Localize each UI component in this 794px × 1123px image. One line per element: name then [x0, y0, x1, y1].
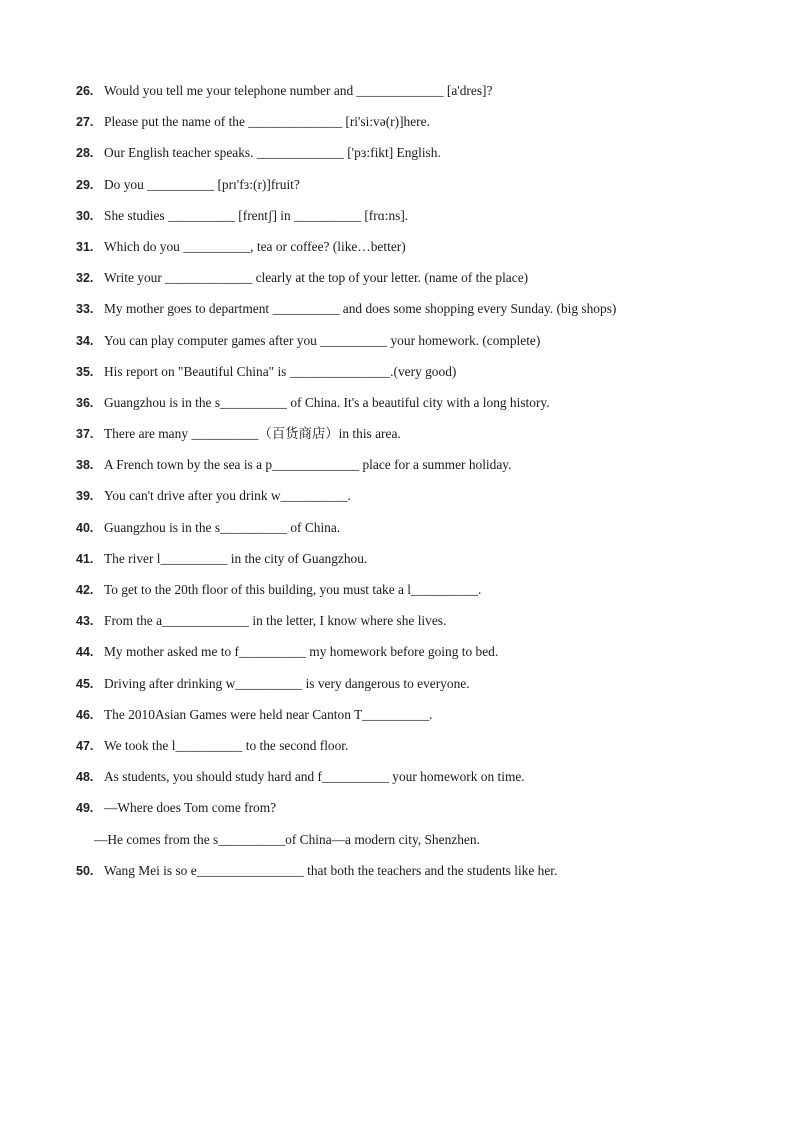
question-number: 41.: [76, 551, 94, 566]
question-30: [76, 205, 766, 236]
question-31: [76, 236, 766, 267]
question-text: My mother goes to department __________ and does some shopping every Sunday. (big shops): [104, 301, 617, 317]
question-number: 50.: [76, 863, 94, 878]
question-number: 35.: [76, 364, 94, 379]
question-number: 37.: [76, 427, 94, 442]
question-text: A French town by the sea is a p_____________ place for a summer holiday.: [104, 457, 512, 473]
question-number: 33.: [76, 302, 94, 317]
question-number: 36.: [76, 395, 94, 410]
question-35: [76, 361, 766, 392]
question-text: Would you tell me your telephone number and _____________ [a'dres]?: [104, 83, 493, 98]
question-36: [76, 392, 766, 423]
question-37: [76, 423, 766, 454]
question-text: You can't drive after you drink w__________.: [104, 488, 351, 504]
question-text: You can play computer games after you __________ your homework. (complete): [104, 332, 541, 348]
question-26: [76, 80, 766, 111]
question-40: [76, 517, 766, 548]
question-number: 44.: [76, 645, 94, 660]
question-number: 30.: [76, 208, 94, 223]
question-text: Wang Mei is so e________________ that both the teachers and the students like her.: [104, 862, 558, 878]
question-number: 47.: [76, 738, 94, 753]
question-number: 42.: [76, 583, 94, 597]
question-number: 32.: [76, 271, 94, 286]
question-text: Do you __________ [prɪ'fɜ:(r)]fruit?: [104, 176, 300, 192]
question-text: My mother asked me to f__________ my homework before going to bed.: [104, 644, 499, 660]
question-continuation: —He comes from the s__________of China—a modern city, Shenzhen.: [94, 831, 480, 847]
question-text: There are many __________（百货商店）in this area.: [104, 426, 401, 442]
question-33: [76, 298, 766, 329]
question-49: [76, 797, 766, 828]
question-48: [76, 766, 766, 797]
question-text: Please put the name of the ______________ [ri'si:və(r)]here.: [104, 114, 430, 130]
question-number: 46.: [76, 707, 94, 722]
question-50: [76, 860, 766, 891]
question-text: We took the l__________ to the second floor.: [104, 737, 349, 753]
question-number: 40.: [76, 520, 94, 535]
question-32: [76, 267, 766, 298]
question-39: [76, 485, 766, 516]
question-text: His report on "Beautiful China" is _______________.(very good): [104, 363, 457, 379]
question-text: Which do you __________, tea or coffee? (like…better): [104, 238, 406, 254]
question-28: [76, 142, 766, 173]
question-42: [76, 579, 766, 610]
question-text: Guangzhou is in the s__________ of China. It's a beautiful city with a long history.: [104, 394, 550, 410]
question-44: [76, 641, 766, 672]
question-34: [76, 330, 766, 361]
question-number: 49.: [76, 801, 94, 816]
question-number: 26.: [76, 84, 94, 98]
question-number: 31.: [76, 239, 94, 254]
question-number: 45.: [76, 676, 94, 691]
question-41: [76, 548, 766, 579]
question-38: [76, 454, 766, 485]
question-47: [76, 735, 766, 766]
question-number: 34.: [76, 333, 94, 348]
question-text: As students, you should study hard and f__________ your homework on time.: [104, 769, 525, 785]
question-number: 28.: [76, 146, 94, 161]
question-number: 48.: [76, 770, 94, 785]
question-text: From the a_____________ in the letter, I know where she lives.: [104, 613, 447, 629]
question-number: 43.: [76, 614, 94, 629]
question-45: [76, 673, 766, 704]
question-number: 39.: [76, 489, 94, 504]
question-number: 38.: [76, 458, 94, 473]
question-text: The river l__________ in the city of Guangzhou.: [104, 550, 368, 566]
question-text: Guangzhou is in the s__________ of China.: [104, 519, 341, 535]
question-text: The 2010Asian Games were held near Canton T__________.: [104, 706, 433, 722]
question-list: [76, 80, 766, 891]
question-number: 27.: [76, 115, 94, 130]
question-text: To get to the 20th floor of this building, you must take a l__________.: [104, 582, 482, 597]
question-text: She studies __________ [frentʃ] in __________ [frɑ:ns].: [104, 207, 409, 223]
question-text: Write your _____________ clearly at the top of your letter. (name of the place): [104, 270, 529, 286]
question-29: [76, 174, 766, 205]
question-text: —Where does Tom come from?: [104, 800, 277, 816]
question-27: [76, 111, 766, 142]
question-43: [76, 610, 766, 641]
question-text: Our English teacher speaks. _____________ ['pɜ:fikt] English.: [104, 145, 441, 161]
question-number: 29.: [76, 177, 94, 192]
question-text: Driving after drinking w__________ is very dangerous to everyone.: [104, 675, 470, 691]
question-46: [76, 704, 766, 735]
